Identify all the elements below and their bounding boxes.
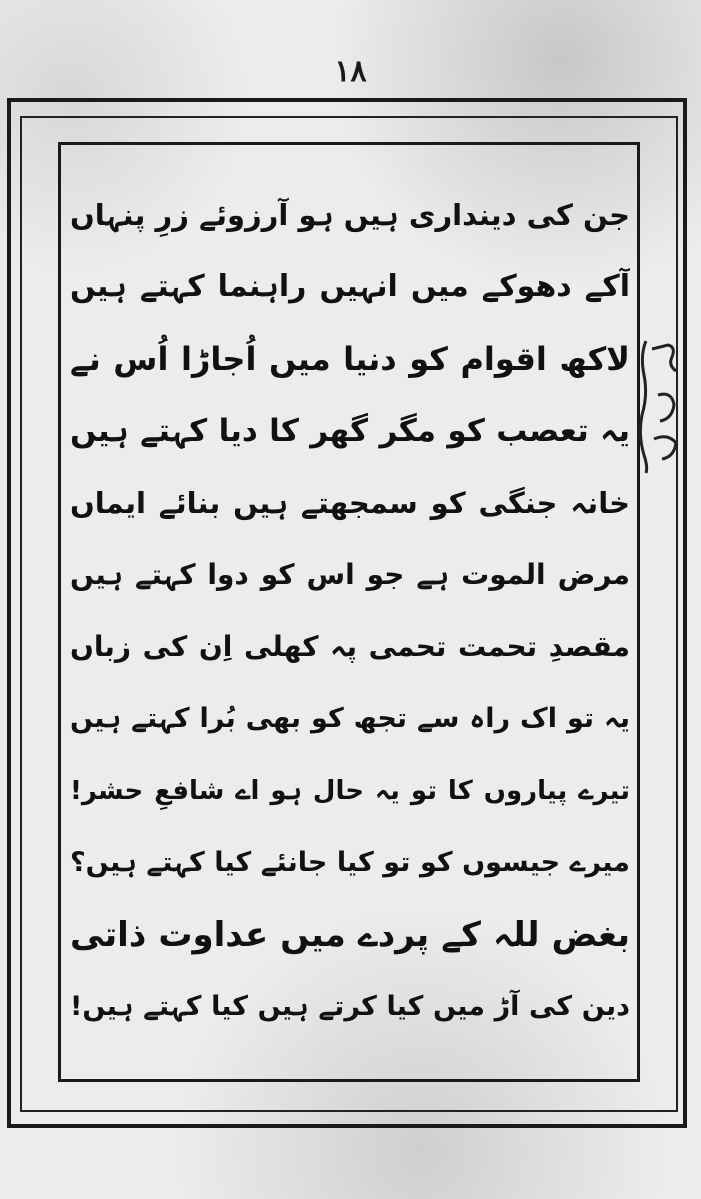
verse-line: لاکھ اقوام کو دنیا میں اُجاڑا اُس نے — [70, 340, 630, 378]
verse-line: یہ تعصب کو مگر گھر کا دیا کہتے ہیں — [70, 413, 630, 449]
verse-line: خانہ جنگی کو سمجھتے ہیں بنائے ایماں — [70, 486, 630, 520]
verse-line: تیرے پیاروں کا تو یہ حال ہو اے شافعِ حشر! — [70, 776, 630, 806]
poem-body — [70, 180, 630, 1060]
verse-line: جن کی دینداری ہیں ہو آرزوئے زرِ پنہاں — [70, 198, 630, 232]
verse-line: مرض الموت ہے جو اس کو دوا کہتے ہیں — [70, 558, 630, 591]
margin-bracket-mark — [638, 335, 688, 475]
verse-line: میرے جیسوں کو تو کیا جانئے کیا کہتے ہیں؟ — [70, 847, 630, 878]
verse-line: بغض للہ کے پردے میں عداوت ذاتی — [70, 915, 630, 955]
verse-line: مقصدِ تحمت تحمی پہ کھلی اِن کی زباں — [70, 630, 630, 663]
page-number: ۱۸ — [334, 54, 367, 89]
verse-line: یہ تو اک راہ سے تجھ کو بھی بُرا کہتے ہیں — [70, 703, 630, 734]
verse-line: دین کی آڑ میں کیا کرتے ہیں کیا کہتے ہیں! — [70, 991, 630, 1022]
verse-line: آکے دھوکے میں انہیں راہنما کہتے ہیں — [70, 269, 630, 304]
